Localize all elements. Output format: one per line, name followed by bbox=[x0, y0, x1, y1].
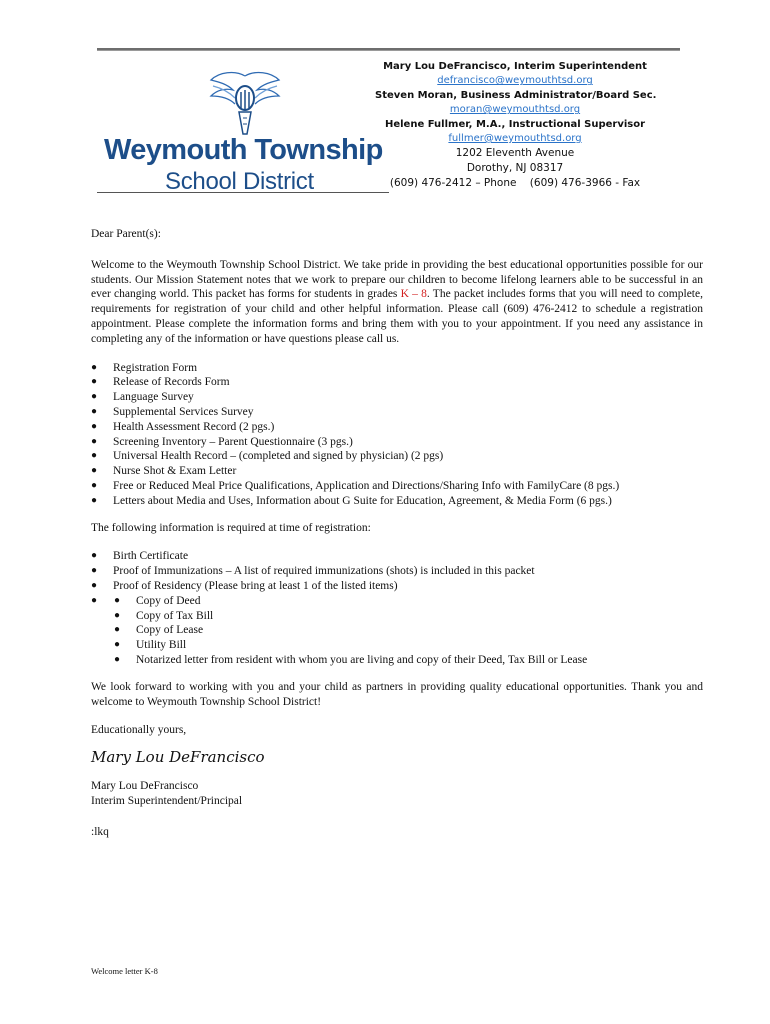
contact-email-link[interactable]: fullmer@weymouthtsd.org bbox=[448, 133, 582, 145]
contact-name: Steven Moran, Business Administrator/Board Sec. bbox=[375, 89, 657, 101]
intro-text-start: Welcome to the Weymouth Township School District. We take pride in providing the best educational opportunities possible for our students. Our Mission Statement notes that we work to prepare our children to become lifelong learners able to be successful in an ever changing world. This packet has forms for students in grades bbox=[91, 258, 703, 301]
list-item: ● Birth Certificate bbox=[91, 549, 703, 564]
requirements-intro: The following information is required at time of registration: bbox=[91, 521, 371, 534]
list-item: ● Utility Bill bbox=[114, 638, 703, 653]
list-item: ● Proof of Immunizations – A list of required immunizations (shots) is included in this packet bbox=[91, 564, 703, 579]
list-item: ● Registration Form bbox=[91, 361, 703, 376]
list-item: ● Release of Records Form bbox=[91, 375, 703, 390]
signature: Mary Lou DeFrancisco bbox=[91, 748, 265, 767]
contact-email-link[interactable]: moran@weymouthtsd.org bbox=[449, 104, 581, 116]
list-item: ● Supplemental Services Survey bbox=[91, 405, 703, 420]
residency-items-list bbox=[91, 594, 703, 668]
typist-initials: :lkq bbox=[91, 825, 109, 838]
list-item: ● Nurse Shot & Exam Letter bbox=[91, 464, 703, 479]
signer-title: Interim Superintendent/Principal bbox=[91, 794, 243, 807]
logo-wordmark-line1: Weymouth Township bbox=[104, 134, 383, 166]
contact-block bbox=[375, 60, 655, 191]
phone-fax-line: (609) 476-2412 – Phone (609) 476-3966 - Fax bbox=[389, 177, 641, 190]
forms-list bbox=[91, 361, 703, 509]
address-street: 1202 Eleventh Avenue bbox=[455, 147, 575, 160]
letter-body bbox=[91, 227, 703, 839]
salutation: Dear Parent(s): bbox=[91, 228, 161, 240]
residency-sublist-item bbox=[91, 594, 703, 668]
list-item: ● Notarized letter from resident with whom you are living and copy of their Deed, Tax Bill or Lease bbox=[114, 653, 703, 668]
list-item: ● ● Copy of Deed bbox=[114, 594, 703, 609]
list-item: ● Free or Reduced Meal Price Qualifications, Application and Directions/Sharing Info with FamilyCare (8 pgs.) bbox=[91, 479, 703, 494]
school-emblem-icon bbox=[205, 68, 285, 140]
logo-underline bbox=[97, 192, 389, 193]
list-item: ● Universal Health Record – (completed and signed by physician) (2 pgs) bbox=[91, 449, 703, 464]
address-city: Dorothy, NJ 08317 bbox=[466, 162, 564, 175]
contact-name: Helene Fullmer, M.A., Instructional Supervisor bbox=[384, 118, 646, 130]
signer-name: Mary Lou DeFrancisco bbox=[91, 779, 199, 792]
logo-wordmark-line2: School District bbox=[165, 168, 314, 195]
requirements-list bbox=[91, 549, 703, 667]
intro-paragraph bbox=[91, 258, 703, 347]
list-item: ● Letters about Media and Uses, Information about G Suite for Education, Agreement, & Media Form (6 pgs.) bbox=[91, 494, 703, 509]
intro-text-end: . The packet includes forms that you will need to complete, requirements for registration of your child and other helpful information. Please call (609) 476-2412 to schedule a registration appointment. Please complete the information forms and bring them with you to your appointment. If you need any assistance in completing any of the information or have questions please call us. bbox=[91, 288, 703, 345]
list-item: ● Language Survey bbox=[91, 390, 703, 405]
grades-range: K – 8 bbox=[400, 288, 427, 301]
contact-email-link[interactable]: defrancisco@weymouthtsd.org bbox=[437, 75, 593, 87]
signoff: Educationally yours, bbox=[91, 724, 187, 737]
closing-paragraph: We look forward to working with you and your child as partners in providing quality educational opportunities. Thank you and welcome to Weymouth Township School District! bbox=[91, 680, 703, 708]
list-item: ● Proof of Residency (Please bring at least 1 of the listed items) bbox=[91, 579, 703, 594]
page-footer: Welcome letter K-8 bbox=[91, 966, 158, 976]
contact-name: Mary Lou DeFrancisco, Interim Superintendent bbox=[383, 61, 647, 72]
list-item: ● Copy of Tax Bill bbox=[114, 609, 703, 624]
list-item: ● Health Assessment Record (2 pgs.) bbox=[91, 420, 703, 435]
header-top-rule bbox=[97, 48, 680, 51]
list-item: ● Screening Inventory – Parent Questionnaire (3 pgs.) bbox=[91, 435, 703, 450]
list-item: ● Copy of Lease bbox=[114, 623, 703, 638]
